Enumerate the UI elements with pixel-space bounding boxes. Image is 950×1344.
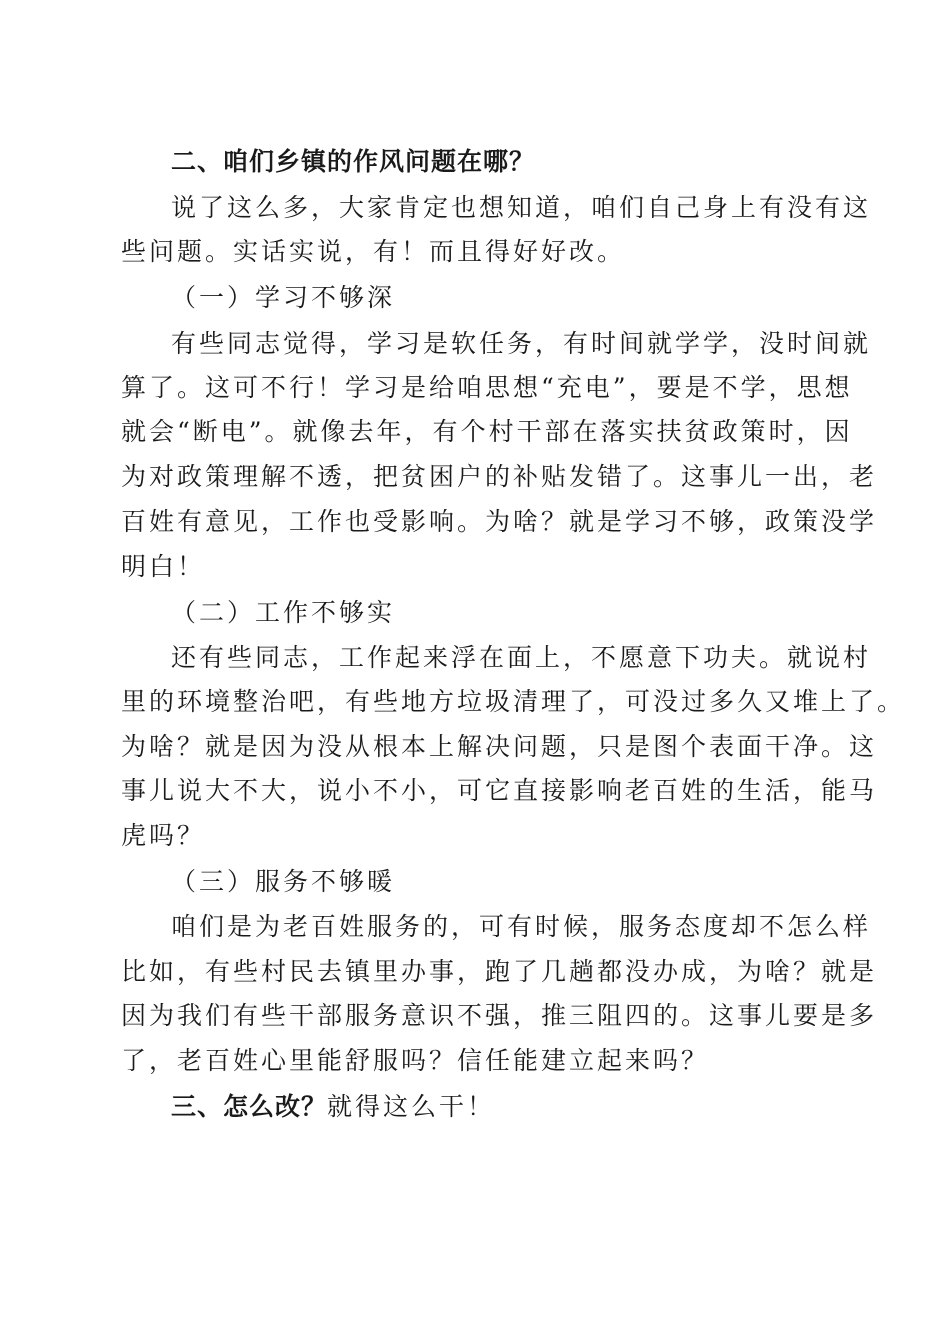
paragraph-line: 虎吗？ <box>121 821 206 850</box>
paragraph-line: 还有些同志，工作起来浮在面上，不愿意下功夫。就说村 <box>171 643 872 672</box>
subsection-heading-1: （一）学习不够深 <box>171 283 396 312</box>
section-heading-2: 二、咱们乡镇的作风问题在哪？ <box>171 147 536 176</box>
section-heading-3-bold: 三、怎么改？ <box>171 1092 328 1121</box>
paragraph-line: 比如，有些村民去镇里办事，跑了几趟都没办成，为啥？就是 <box>121 957 878 986</box>
paragraph-line: 为啥？就是因为没从根本上解决问题，只是图个表面干净。这 <box>121 732 878 761</box>
paragraph-line: 了，老百姓心里能舒服吗？信任能建立起来吗？ <box>121 1046 710 1075</box>
paragraph-line: 百姓有意见，工作也受影响。为啥？就是学习不够，政策没学 <box>121 507 878 536</box>
paragraph-line: 就会“断电”。就像去年，有个村干部在落实扶贫政策时，因 <box>121 417 853 446</box>
paragraph-line: 算了。这可不行！学习是给咱思想“充电”，要是不学，思想 <box>121 373 853 402</box>
paragraph-line: 因为我们有些干部服务意识不强，推三阻四的。这事儿要是多 <box>121 1001 878 1030</box>
paragraph-line: 些问题。实话实说，有！而且得好好改。 <box>121 237 626 266</box>
paragraph-line: 为对政策理解不透，把贫困户的补贴发错了。这事儿一出，老 <box>121 462 878 491</box>
subsection-heading-2: （二）工作不够实 <box>171 598 396 627</box>
paragraph-line: 说了这么多，大家肯定也想知道，咱们自己身上有没有这 <box>171 193 872 222</box>
paragraph-line: 有些同志觉得，学习是软任务，有时间就学学，没时间就 <box>171 329 872 358</box>
paragraph-line: 咱们是为老百姓服务的，可有时候，服务态度却不怎么样 <box>171 912 872 941</box>
paragraph-line: 事儿说大不大，说小不小，可它直接影响老百姓的生活，能马 <box>121 776 878 805</box>
paragraph-line: 明白！ <box>121 552 206 581</box>
section-heading-3-rest: 就得这么干！ <box>327 1092 496 1121</box>
section-heading-3 <box>171 1085 891 1129</box>
subsection-heading-3: （三）服务不够暖 <box>171 867 396 896</box>
paragraph-line: 里的环境整治吧，有些地方垃圾清理了，可没过多久又堆上了。 <box>121 687 906 716</box>
